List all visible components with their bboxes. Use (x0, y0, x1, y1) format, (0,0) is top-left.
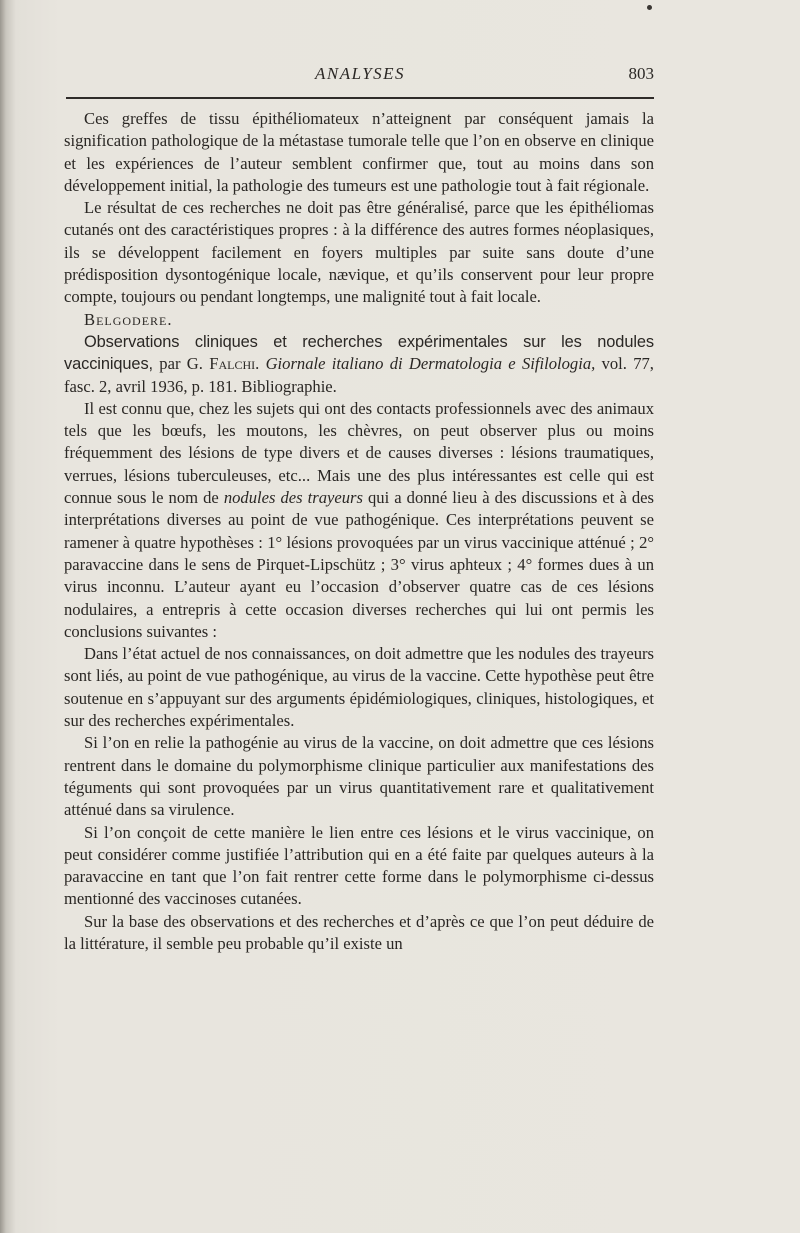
article-reference: vol. 77, fasc. 2, avril 1936, p. 181. Bibliographie. (64, 354, 654, 396)
article-paragraph-1 (64, 398, 654, 643)
header-rule (66, 97, 654, 99)
article-title: Observations cliniques et recherches expérimentales sur les nodules vaccinіques, (64, 332, 654, 374)
article-heading (64, 331, 654, 398)
article-paragraph-1-part-1: Il est connu que, chez les sujets qui ont des contacts professionnels avec des animaux tels que les bœufs, les moutons, les chèvres, on peut observer plus ou moins fréquemment des lésions de type divers et de causes diverses : lésions traumatiques, verrues, lésions tuberculeuses, etc... Mais une des plus intéressantes est celle qui est connue sous le nom de (64, 398, 654, 508)
page-header (66, 64, 654, 88)
article-paragraph-2: Dans l’état actuel de nos connaissances, on doit admettre que les nodules des trayeurs sont liés, au point de vue pathogénique, au virus de la vaccine. Cette hypothèse peut être soutenue en s’appuyant sur des arguments épidémiologiques, cliniques, histologiques, et sur des recherches expérimentales. (64, 644, 654, 731)
previous-article-paragraph-2: Le résultat de ces recherches ne doit pas être généralisé, parce que les épithéliomas cutanés ont des caractéristiques propres : à la différence des autres formes néoplasiques, ils se développent facilement en foyers multiples par suite sans doute d’une prédisposition dysontogénique locale, nævique, et qu’ils conservent pour leur propre compte, toujours ou pendant longtemps, une malignité tout à fait locale. (64, 198, 654, 307)
page-content (64, 108, 654, 955)
ink-dot (647, 5, 652, 10)
previous-article-signature: Belgodere. (84, 309, 173, 329)
article-paragraph-5: Sur la base des observations et des recherches et d’après ce que l’on peut déduire de la littérature, il semble peu probable qu’il existe un (64, 911, 654, 953)
page-number: 803 (628, 64, 654, 83)
article-paragraph-4: Si l’on conçoit de cette manière le lien entre ces lésions et le virus vaccinique, on peut considérer comme justifiée l’attribution qui en a été faite par quelques auteurs à la paravaccine en tant que l’on fait rentrer cette forme dans le polymorphisme ci-dessus mentionné des vaccinoses cutanées. (64, 822, 654, 909)
previous-article-paragraph-1: Ces greffes de tissu épithéliomateux n’atteignent par conséquent jamais la signification pathologique de la métastase tumorale telle que l’on en observe en clinique et les expériences de l’auteur semblent confirmer que, tout au moins dans son développement initial, la pathologie des tumeurs est une pathologie tout à fait régionale. (64, 109, 654, 195)
running-title: ANALYSES (314, 64, 406, 83)
article-paragraph-1-part-2: qui a donné lieu à des discussions et à des interprétations diverses au point de vue pathogénique. Ces interprétations peuvent se ramener à quatre hypothèses : 1° lésions provoquées par un virus vaccinique atténué ; 2° paravaccine dans le sens de Pirquet-Lipschütz ; 3° virus aphteux ; 4° formes dues à un virus inconnu. L’auteur ayant eu l’occasion d’observer quatre cas de ces lésions nodulaires, a entrepris à cette occasion diverses recherches qui lui ont permis les conclusions suivantes : (64, 488, 654, 641)
article-by: par (159, 354, 181, 374)
article-author: G. Falchi. (186, 354, 260, 374)
article-paragraph-3: Si l’on en relie la pathogénie au virus de la vaccine, on doit admettre que ces lésions rentrent dans le domaine du polymorphisme clinique particulier aux manifestations des téguments qui sont provoquées par un virus quantitativement rare et qualitativement atténué dans sa virulence. (64, 733, 654, 820)
article-journal: Giornale italiano di Dermatologia e Sifilologia, (265, 354, 596, 374)
article-paragraph-1-italic: nodules des trayeurs (223, 488, 363, 508)
